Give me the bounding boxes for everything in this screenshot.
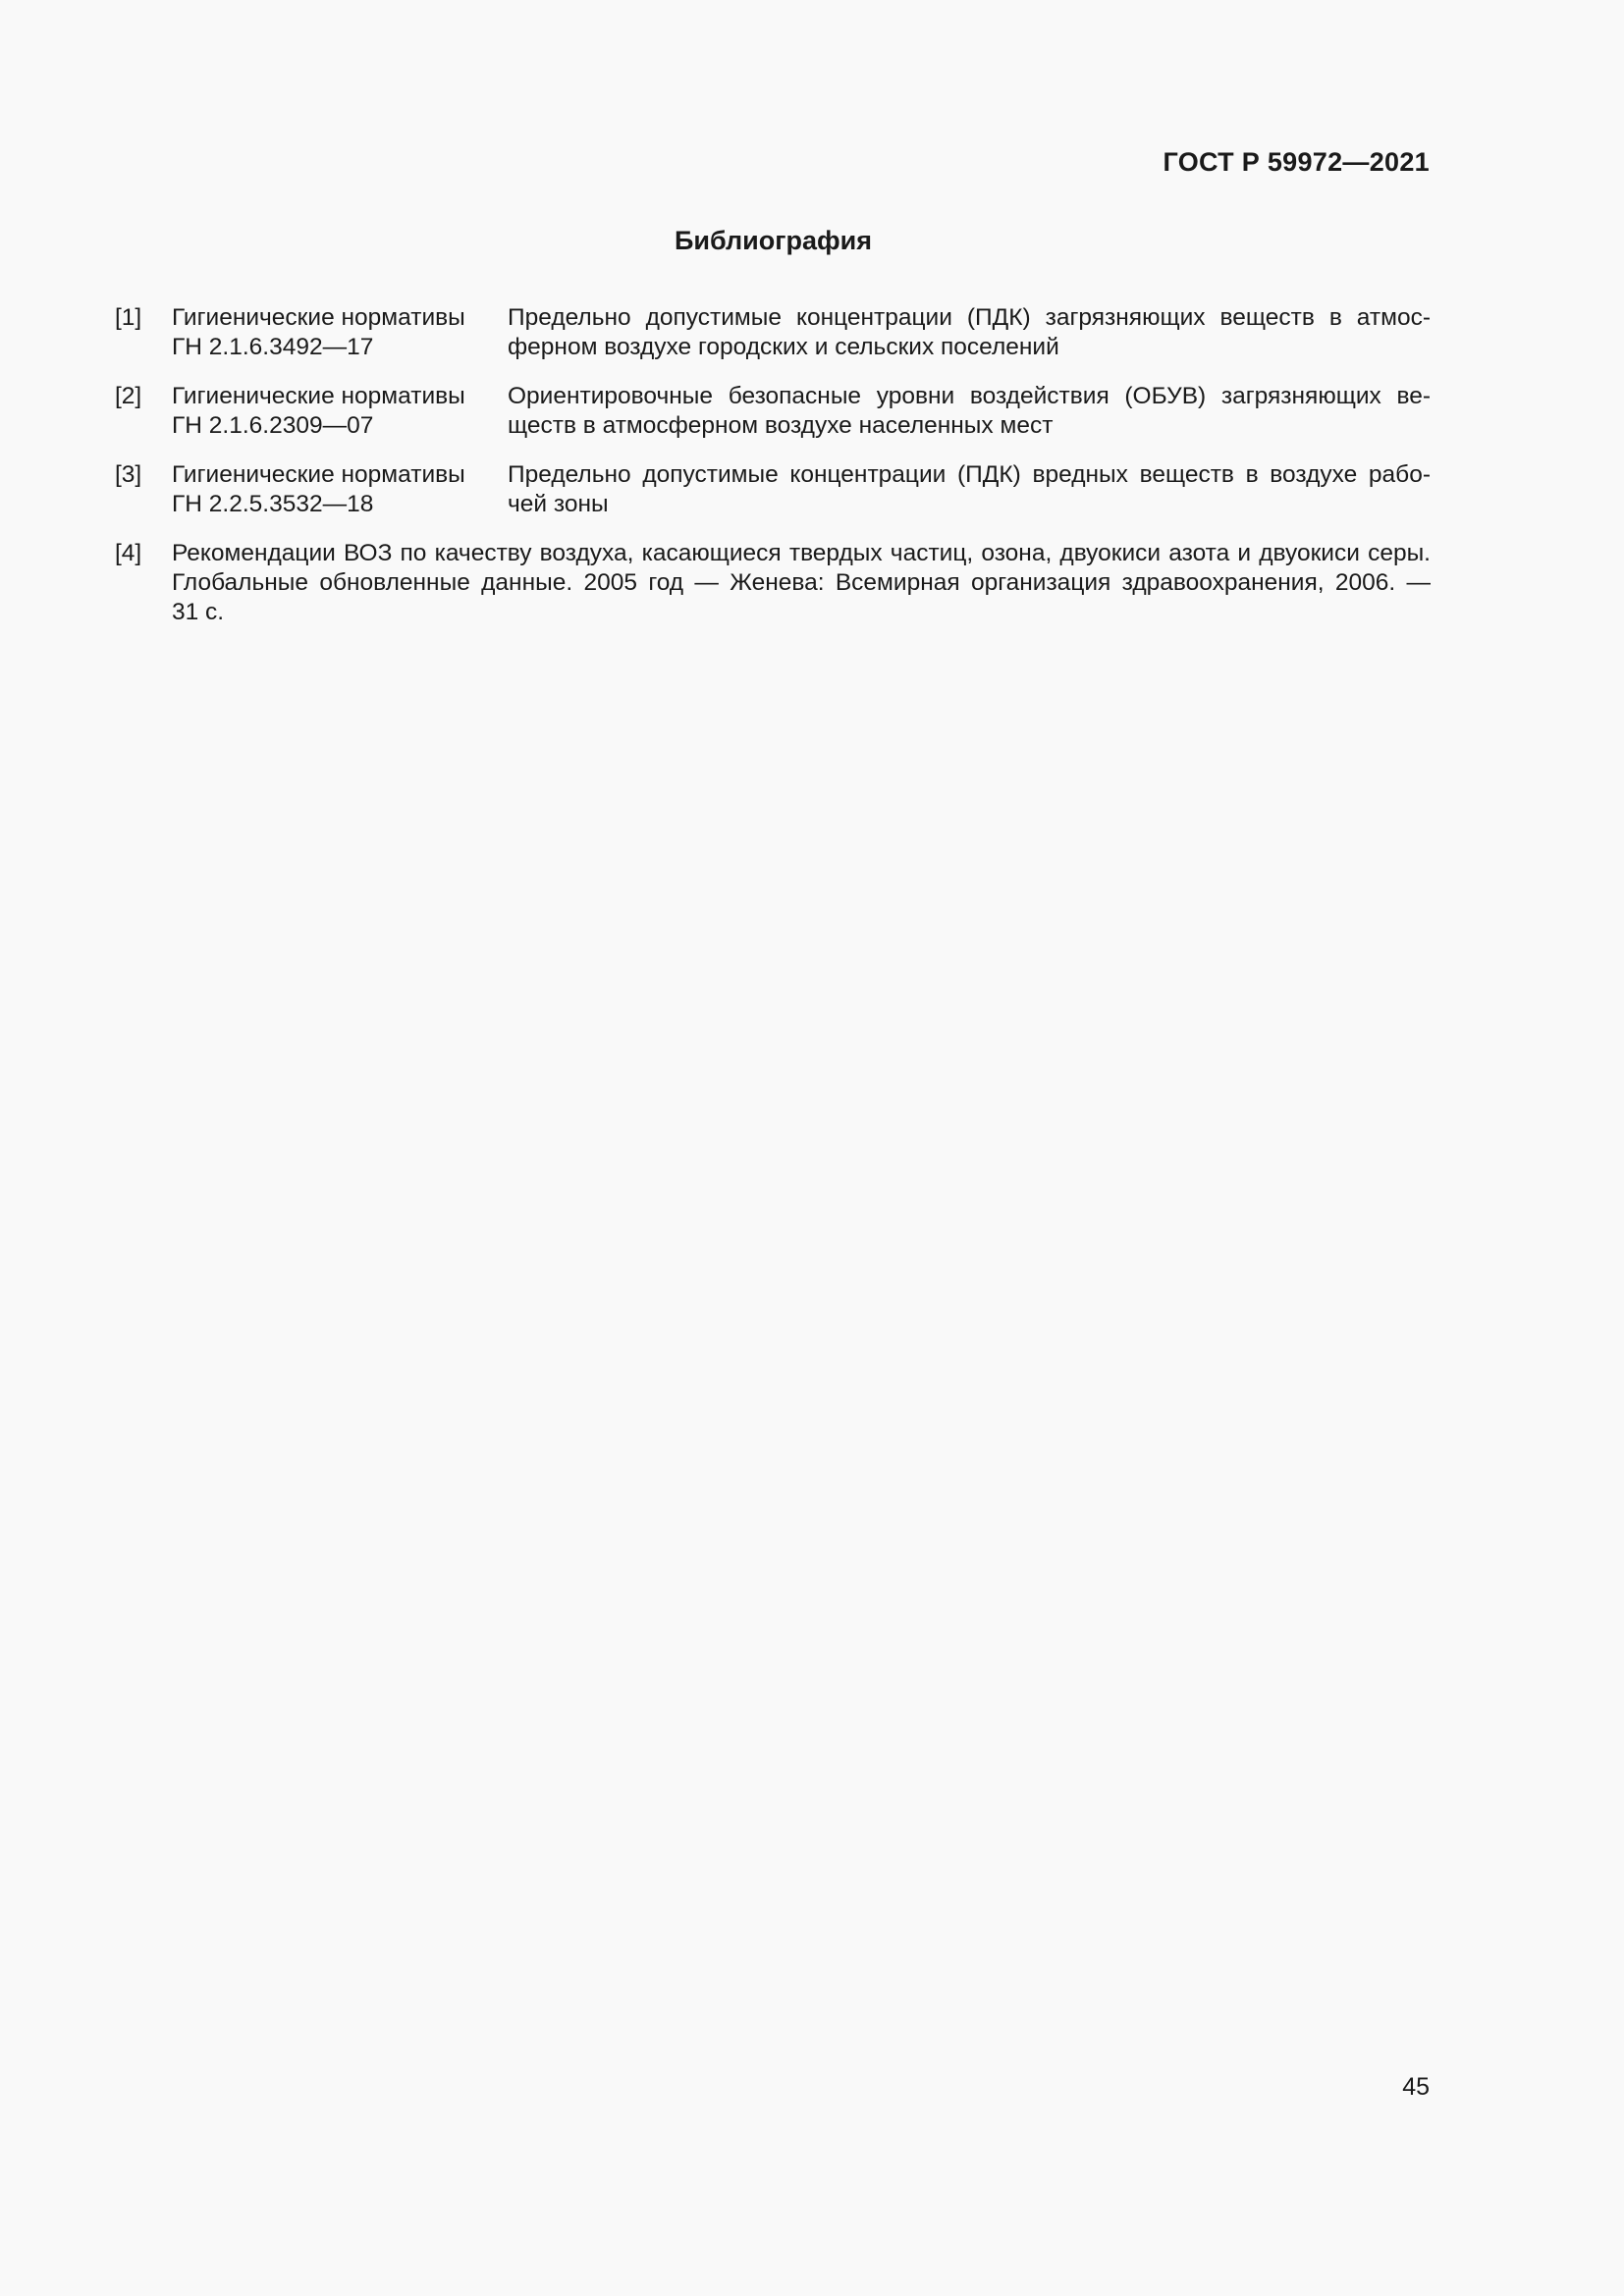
reference-source-line: ГН 2.1.6.2309—07 bbox=[172, 412, 374, 439]
reference-source bbox=[172, 303, 508, 362]
reference-description bbox=[508, 460, 1431, 519]
reference-source-line: ГН 2.1.6.3492—17 bbox=[172, 334, 374, 360]
reference-source-line: Гигиенические нормативы bbox=[172, 383, 465, 409]
reference-description-line: чей зоны bbox=[508, 491, 609, 517]
page-title: Библиография bbox=[675, 226, 872, 255]
reference-description-line: Рекомендации ВОЗ по качеству воздуха, касающиеся твердых частиц, озона, двуокиси азота и двуокиси серы. bbox=[172, 540, 1431, 566]
page-number: 45 bbox=[1402, 2073, 1430, 2101]
reference-description-line: Ориентировочные безопасные уровни воздействия (ОБУВ) загрязняющих ве- bbox=[508, 383, 1431, 409]
reference-description-line: Предельно допустимые концентрации (ПДК) загрязняющих веществ в атмос- bbox=[508, 304, 1431, 331]
reference-item-1 bbox=[115, 303, 1431, 362]
reference-source-line: Гигиенические нормативы bbox=[172, 304, 465, 331]
reference-item-2 bbox=[115, 382, 1431, 441]
reference-source bbox=[172, 460, 508, 519]
document-code: ГОСТ Р 59972—2021 bbox=[1163, 147, 1430, 177]
reference-description-line: Глобальные обновленные данные. 2005 год — Женева: Всемирная организация здравоохранения, 2006. — bbox=[172, 569, 1431, 596]
reference-source-line: Гигиенические нормативы bbox=[172, 461, 465, 488]
reference-item-3 bbox=[115, 460, 1431, 519]
reference-source-line: ГН 2.2.5.3532—18 bbox=[172, 491, 374, 517]
reference-number: [4] bbox=[115, 540, 142, 566]
reference-source bbox=[172, 382, 508, 441]
reference-number: [3] bbox=[115, 461, 142, 488]
reference-description bbox=[508, 303, 1431, 362]
reference-description-line: Предельно допустимые концентрации (ПДК) вредных веществ в воздухе рабо- bbox=[508, 461, 1431, 488]
reference-description-line: ферном воздухе городских и сельских поселений bbox=[508, 334, 1059, 360]
bibliography-list bbox=[115, 303, 1431, 647]
reference-description bbox=[172, 539, 1431, 627]
reference-description bbox=[508, 382, 1431, 441]
reference-number: [2] bbox=[115, 383, 142, 409]
reference-number: [1] bbox=[115, 304, 142, 331]
reference-description-line: ществ в атмосферном воздухе населенных мест bbox=[508, 412, 1054, 439]
reference-item-4 bbox=[115, 539, 1431, 627]
reference-description-line: 31 с. bbox=[172, 599, 225, 625]
